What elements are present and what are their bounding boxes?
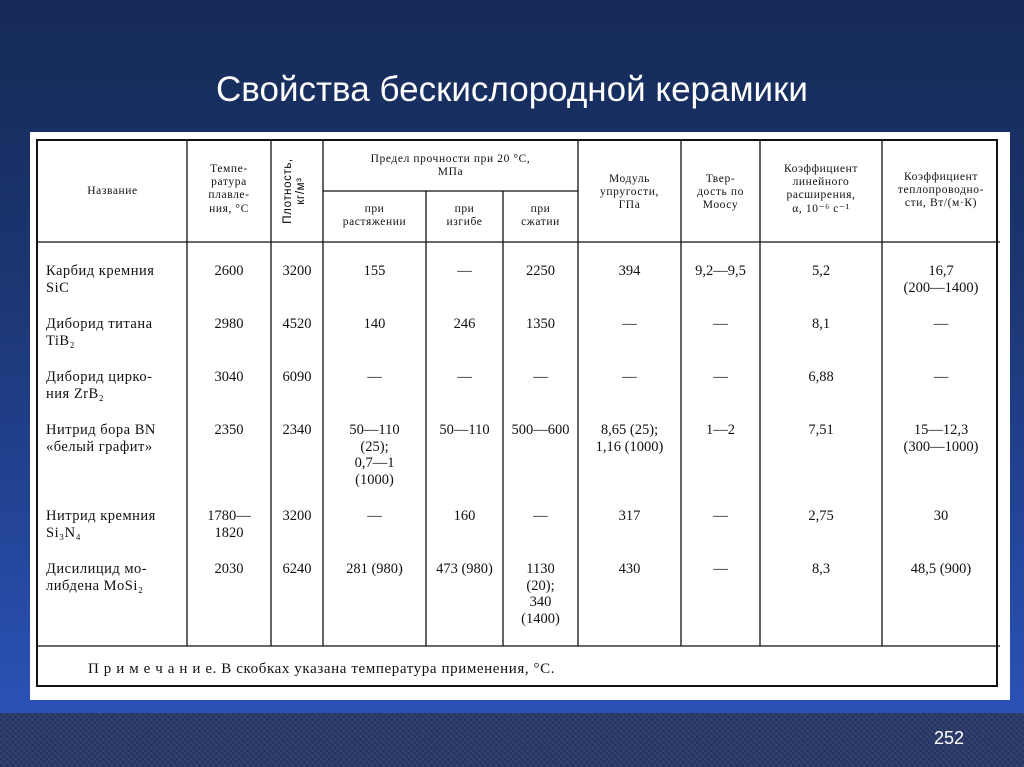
row-mosi2-conductivity: 48,5 (900) — [910, 561, 972, 577]
row-mosi2-tension: 281 (980) — [346, 561, 403, 577]
row-bn-name: Нитрид бора BN «белый графит» — [46, 422, 156, 455]
row-zrb2-bending: — — [457, 369, 472, 385]
row-si3n4-density: 3200 — [282, 508, 312, 524]
header-conductivity: Коэффициент теплопроводно- сти, Вт/(м·К) — [897, 171, 985, 210]
row-si3n4-conductivity: 30 — [933, 508, 949, 524]
row-tib2-density: 4520 — [282, 316, 312, 332]
row-sic-density: 3200 — [282, 263, 312, 279]
row-tib2-hardness: — — [713, 316, 728, 332]
header-bending: при изгибе — [446, 203, 483, 229]
row-sic-name: Карбид кремния SiC — [46, 263, 155, 296]
row-mosi2-compression: 1130 (20); 340 (1400) — [521, 561, 560, 628]
header-melting: Темпе- ратура плавле- ния, °С — [208, 163, 250, 215]
row-bn-melting: 2350 — [214, 422, 244, 438]
row-mosi2-bending: 473 (980) — [436, 561, 493, 577]
row-tib2-compression: 1350 — [526, 316, 555, 332]
table-note: П р и м е ч а н и е. В скобках указана температура применения, °С. — [88, 661, 556, 677]
row-bn-hardness: 1—2 — [706, 422, 735, 438]
properties-table — [36, 139, 998, 687]
row-sic-melting: 2600 — [214, 263, 244, 279]
scanned-table-image — [30, 132, 1010, 700]
header-density-cell — [271, 141, 323, 242]
header-expansion: Коэффициент линейного расширения, α, 10⁻⁶ с⁻¹ — [783, 163, 859, 215]
header-tension: при растяжении — [342, 203, 407, 229]
slide-title: Свойства бескислородной керамики — [216, 70, 808, 109]
row-tib2-name: Диборид титана TiB₂ — [46, 316, 153, 349]
row-bn-density: 2340 — [282, 422, 312, 438]
row-si3n4-tension: — — [367, 508, 382, 524]
row-zrb2-expansion: 6,88 — [808, 369, 834, 385]
row-bn-compression: 500—600 — [511, 422, 570, 438]
row-bn-tension: 50—110 (25); 0,7—1 (1000) — [349, 422, 400, 489]
row-sic-modulus: 394 — [618, 263, 641, 279]
row-mosi2-modulus: 430 — [618, 561, 641, 577]
row-tib2-conductivity: — — [933, 316, 949, 332]
row-zrb2-tension: — — [367, 369, 382, 385]
row-sic-conductivity: 16,7 (200—1400) — [903, 263, 979, 296]
row-mosi2-hardness: — — [713, 561, 728, 577]
row-si3n4-bending: 160 — [453, 508, 476, 524]
row-sic-bending: — — [457, 263, 472, 279]
row-tib2-modulus: — — [622, 316, 637, 332]
row-sic-expansion: 5,2 — [811, 263, 831, 279]
row-sic-hardness: 9,2—9,5 — [695, 263, 746, 279]
page-number: 252 — [933, 728, 964, 748]
header-name: Название — [87, 185, 138, 197]
header-modulus: Модуль упругости, ГПа — [600, 173, 659, 212]
row-tib2-expansion: 8,1 — [811, 316, 831, 332]
footer-band — [0, 713, 1024, 767]
row-mosi2-expansion: 8,3 — [811, 561, 831, 577]
row-bn-conductivity: 15—12,3 (300—1000) — [903, 422, 979, 455]
row-mosi2-melting: 2030 — [214, 561, 244, 577]
row-si3n4-expansion: 2,75 — [808, 508, 834, 524]
row-zrb2-modulus: — — [622, 369, 637, 385]
row-zrb2-density: 6090 — [282, 369, 312, 385]
header-density: Плотность, кг/м³ — [282, 158, 307, 224]
row-zrb2-hardness: — — [713, 369, 728, 385]
row-zrb2-compression: — — [533, 369, 548, 385]
row-tib2-bending: 246 — [453, 316, 476, 332]
row-mosi2-density: 6240 — [282, 561, 312, 577]
row-si3n4-name: Нитрид кремния Si₃N₄ — [46, 508, 156, 541]
row-sic-tension: 155 — [363, 263, 386, 279]
row-zrb2-conductivity: — — [933, 369, 949, 385]
row-sic-compression: 2250 — [526, 263, 555, 279]
header-compression: при сжатии — [521, 203, 560, 229]
row-tib2-tension: 140 — [363, 316, 386, 332]
row-bn-modulus: 8,65 (25); 1,16 (1000) — [595, 422, 664, 455]
row-mosi2-name: Дисилицид мо- либдена MoSi₂ — [46, 561, 148, 594]
row-si3n4-modulus: 317 — [618, 508, 641, 524]
header-strength-group: Предел прочности при 20 °С, МПа — [370, 153, 531, 179]
header-hardness: Твер- дость по Моосу — [697, 173, 744, 212]
row-si3n4-compression: — — [533, 508, 548, 524]
row-tib2-melting: 2980 — [214, 316, 244, 332]
row-si3n4-hardness: — — [713, 508, 728, 524]
row-bn-bending: 50—110 — [439, 422, 490, 438]
row-zrb2-melting: 3040 — [214, 369, 244, 385]
row-bn-expansion: 7,51 — [808, 422, 834, 438]
row-si3n4-melting: 1780— 1820 — [207, 508, 251, 541]
row-zrb2-name: Диборид цирко- ния ZrB₂ — [46, 369, 153, 402]
